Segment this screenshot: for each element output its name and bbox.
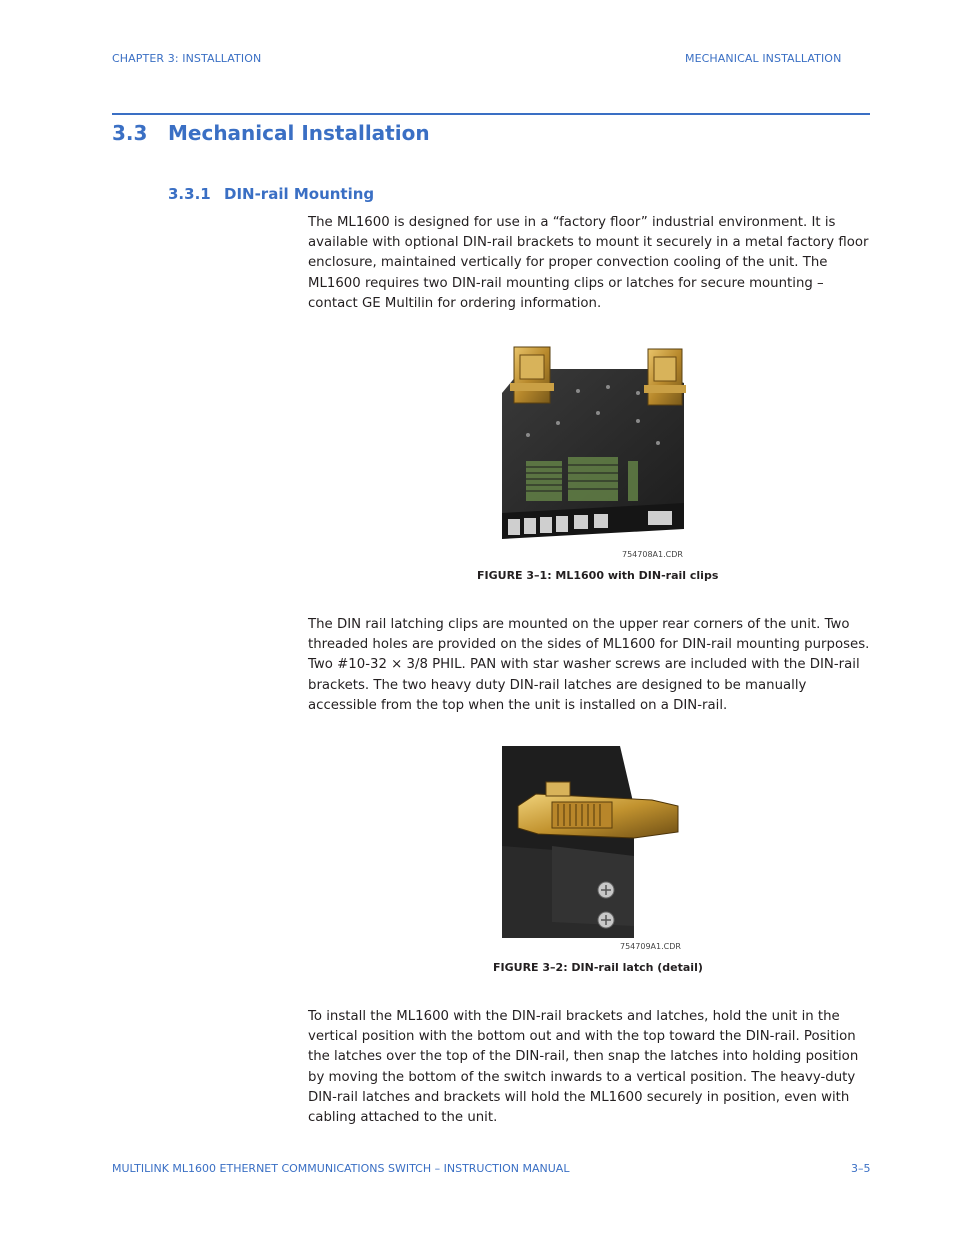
footer-page-number: 3–5 [851, 1162, 871, 1175]
figure-2-file-id: 754709A1.CDR [620, 942, 681, 951]
figure-din-latch-photo [502, 746, 686, 938]
running-header-chapter: CHAPTER 3: INSTALLATION [112, 52, 262, 65]
figure-2-caption: FIGURE 3–2: DIN-rail latch (detail) [493, 961, 703, 974]
figure-ml1600-photo [498, 343, 690, 541]
ml1600-unit-image [498, 343, 690, 541]
subsection-number: 3.3.1 [168, 185, 211, 203]
section-rule [112, 113, 870, 115]
subsection-title: DIN-rail Mounting [224, 185, 375, 203]
figure-1-caption: FIGURE 3–1: ML1600 with DIN-rail clips [477, 569, 719, 582]
din-rail-clip-left [510, 347, 554, 403]
section-title: Mechanical Installation [168, 121, 430, 145]
section-heading [112, 121, 430, 145]
subsection-heading [168, 185, 374, 203]
paragraph-latching-clips: The DIN rail latching clips are mounted on the upper rear corners of the unit. Two threaded holes are provided on the sides of ML1600 for DIN-rail mounting purposes. Two #10-32 × 3/8 PHIL. PAN with star washer screws are included with the DIN-rail brackets. The two heavy duty DIN-rail latches are designed to be manually accessible from the top when the unit is installed on a DIN-rail. [308, 617, 870, 713]
figure-1-file-id: 754708A1.CDR [622, 550, 683, 559]
din-rail-latch-image [502, 746, 686, 938]
footer-manual-title: MULTILINK ML1600 ETHERNET COMMUNICATIONS SWITCH – INSTRUCTION MANUAL [112, 1162, 570, 1175]
paragraph-intro: The ML1600 is designed for use in a “factory floor” industrial environment. It is available with optional DIN-rail brackets to mount it securely in a metal factory floor enclosure, maintained vertically for proper convection cooling of the unit. The ML1600 requires two DIN-rail mounting clips or latches for secure mounting – contact GE Multilin for ordering information. [308, 215, 869, 311]
running-header-section: MECHANICAL INSTALLATION [685, 52, 842, 65]
section-number: 3.3 [112, 121, 148, 145]
din-rail-clip-right [644, 349, 686, 405]
paragraph-install-procedure: To install the ML1600 with the DIN-rail brackets and latches, hold the unit in the vertical position with the bottom out and with the top toward the DIN-rail. Position the latches over the top of the DIN-rail, then snap the latches into holding position by moving the bottom of the switch inwards to a vertical position. The heavy-duty DIN-rail latches and brackets will hold the ML1600 securely in position, even with cabling attached to the unit. [308, 1009, 859, 1126]
